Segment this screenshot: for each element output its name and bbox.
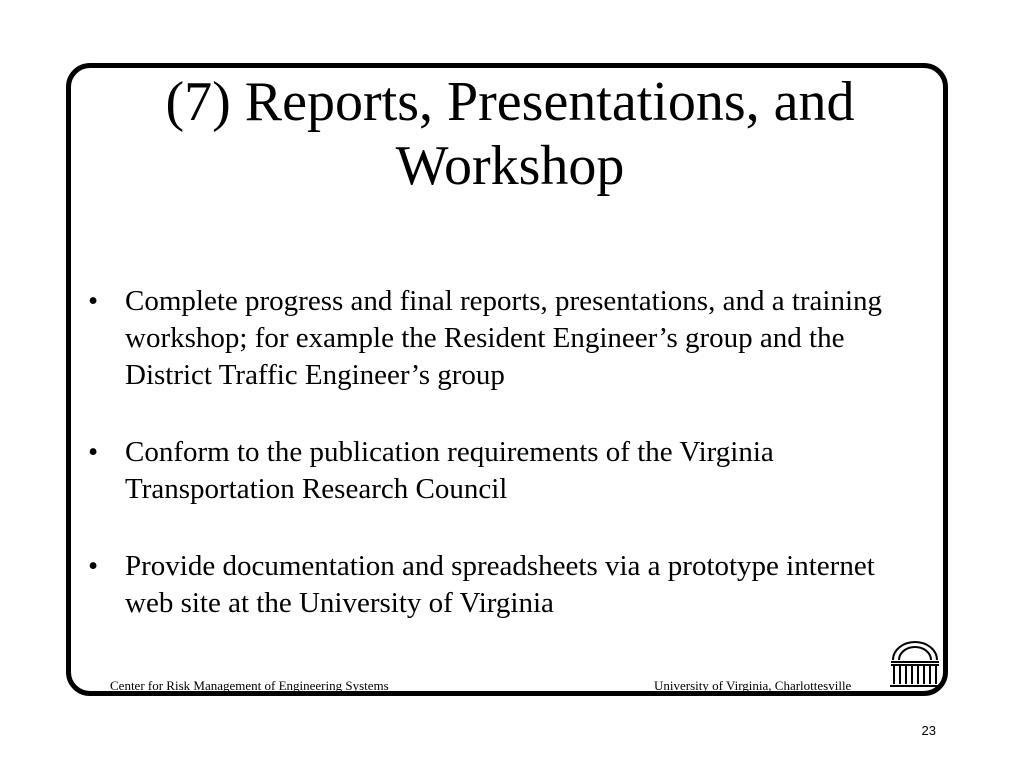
bullet-marker: • — [88, 285, 99, 317]
footer-organization: Center for Risk Management of Engineering Systems — [110, 678, 389, 693]
slide-title-line-2: Workshop — [395, 135, 625, 197]
bullet-text: Complete progress and final reports, presentations, and a training workshop; for example the Resident Engineer’s group and the District Traffic Engineer’s group — [125, 285, 883, 391]
bullet-item — [88, 434, 908, 508]
bullet-marker: • — [88, 436, 99, 468]
slide-title-line-1: (7) Reports, Presentations, and — [165, 71, 855, 133]
bullet-item — [88, 548, 908, 622]
bullet-text: Provide documentation and spreadsheets via a prototype internet web site at the University of Virginia — [125, 550, 875, 619]
bullet-marker: • — [88, 550, 99, 582]
bullet-list — [88, 283, 908, 662]
bullet-item — [88, 283, 908, 394]
slide-title — [70, 70, 950, 198]
page-number: 23 — [921, 723, 936, 738]
footer-university: University of Virginia, Charlottesville — [654, 678, 852, 693]
bullet-text: Conform to the publication requirements of the Virginia Transportation Research Council — [125, 436, 774, 505]
rotunda-icon — [888, 636, 942, 690]
